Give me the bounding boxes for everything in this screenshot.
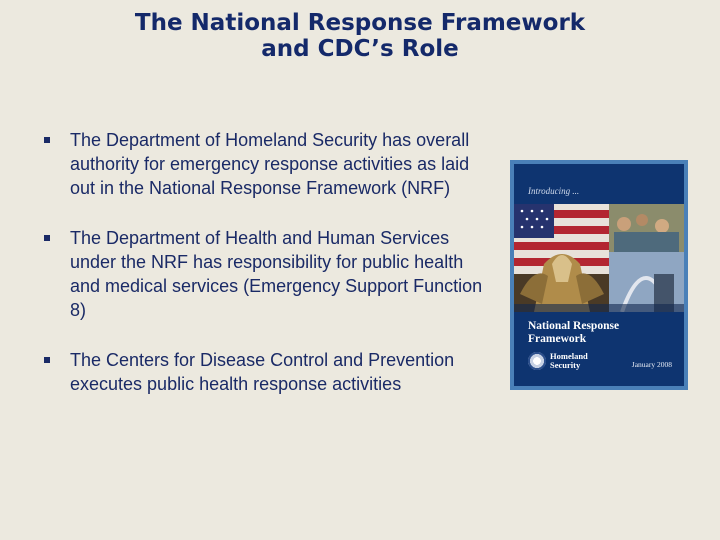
cover-intro: Introducing ... (528, 186, 580, 196)
bullet-text: The Department of Homeland Security has overall authority for emergency response activities as laid out in the National Response Framework (NRF) (70, 130, 470, 198)
dhs-wordmark-line-1: Homeland (550, 351, 588, 361)
bullet-item (44, 226, 484, 322)
bullet-text: The Department of Health and Human Services under the NRF has responsibility for public health and medical services (Emergency Support Function 8) (70, 228, 483, 320)
bullet-item (44, 128, 484, 200)
bullet-item (44, 348, 484, 396)
slide-title-line-2: and CDC’s Role (261, 36, 459, 62)
dhs-wordmark-line-2: Security (550, 360, 581, 370)
bullet-marker-icon (44, 357, 50, 363)
bullet-text: The Centers for Disease Control and Prevention executes public health response activities (70, 350, 455, 394)
dhs-wordmark (550, 352, 588, 370)
cover-title-line-1: National Response (528, 320, 620, 332)
bullet-marker-icon (44, 137, 50, 143)
nrf-cover-image (510, 160, 688, 390)
cover-date: January 2008 (631, 360, 672, 369)
cover-title-line-2: Framework (528, 333, 587, 345)
cover-photo-collage (514, 204, 684, 312)
slide-title-line-1: The National Response Framework (134, 10, 586, 36)
bullet-marker-icon (44, 235, 50, 241)
cover-title (528, 320, 668, 346)
slide-title (0, 10, 720, 62)
dhs-logo (528, 352, 588, 370)
dhs-seal-icon (528, 352, 546, 370)
cover-panel (514, 164, 684, 386)
bullet-list (44, 128, 484, 422)
